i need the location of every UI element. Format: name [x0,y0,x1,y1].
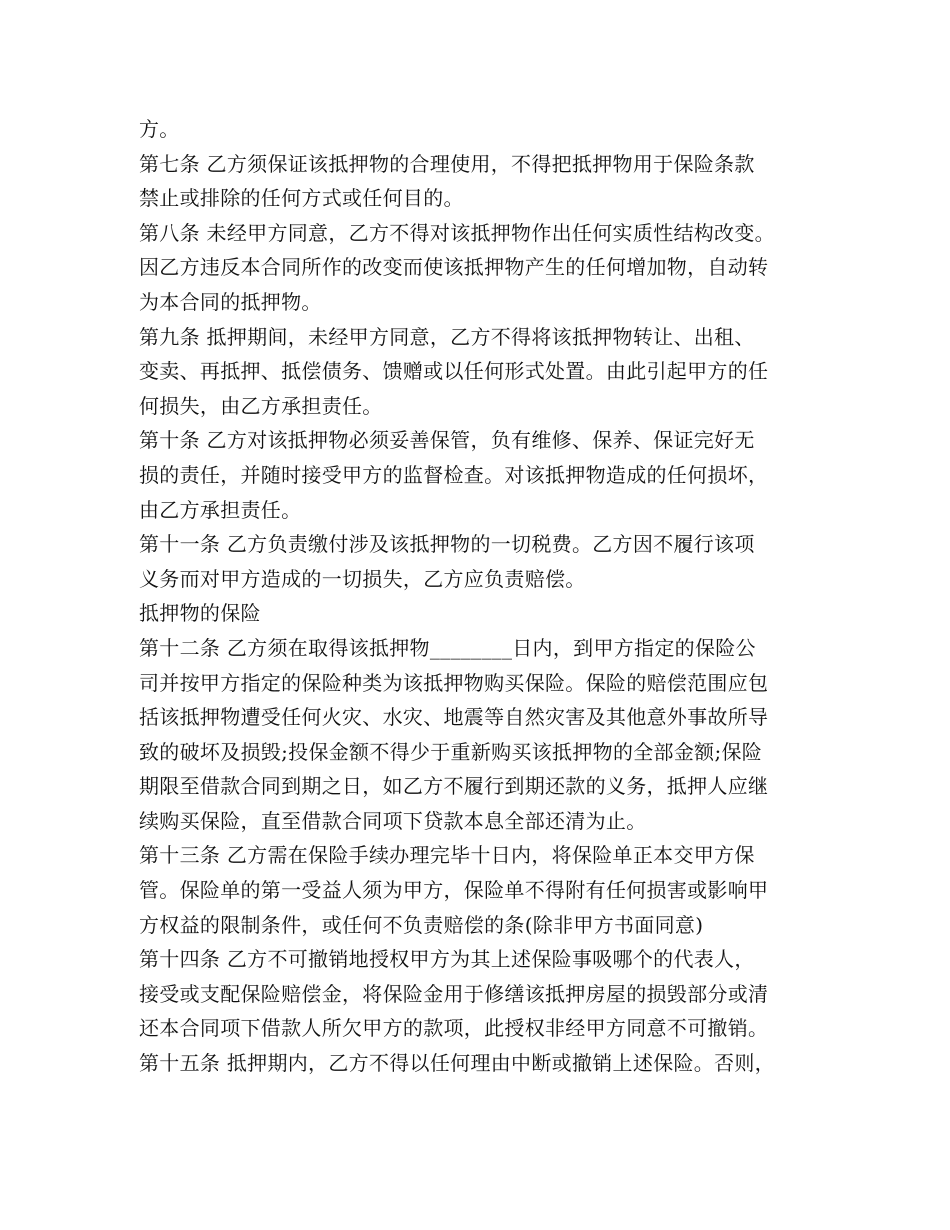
text-line: 义务而对甲方造成的一切损失，乙方应负责赔偿。 [139,566,586,591]
text-line: 何损失，由乙方承担责任。 [139,393,383,418]
text-line: 第十二条 乙方须在取得该抵押物________日内，到甲方指定的保险公 [139,635,756,660]
text-line: 第十四条 乙方不可撤销地授权甲方为其上述保险事吸哪个的代表人， [139,947,755,972]
text-line: 致的破坏及损毁;投保金额不得少于重新购买该抵押物的全部金额;保险 [139,739,763,764]
text-line: 续购买保险，直至借款合同项下贷款本息全部还清为止。 [139,808,647,833]
text-line: 第十五条 抵押期内，乙方不得以任何理由中断或撤销上述保险。否则， [139,1051,775,1076]
text-line: 司并按甲方指定的保险种类为该抵押物购买保险。保险的赔偿范围应包 [139,670,769,695]
text-line: 方权益的限制条件，或任何不负责赔偿的条(除非甲方书面同意) [139,912,704,937]
text-line: 还本合同项下借款人所欠甲方的款项，此授权非经甲方同意不可撤销。 [139,1016,769,1041]
text-line: 第九条 抵押期间，未经甲方同意，乙方不得将该抵押物转让、出租、 [139,324,755,349]
text-line: 第七条 乙方须保证该抵押物的合理使用，不得把抵押物用于保险条款 [139,151,755,176]
text-line: 变卖、再抵押、抵偿债务、馈赠或以任何形式处置。由此引起甲方的任 [139,359,769,384]
text-line: 因乙方违反本合同所作的改变而使该抵押物产生的任何增加物，自动转 [139,255,769,280]
text-line: 禁止或排除的任何方式或任何目的。 [139,186,464,211]
text-line: 为本合同的抵押物。 [139,289,322,314]
text-line: 第十条 乙方对该抵押物必须妥善保管，负有维修、保养、保证完好无 [139,428,755,453]
text-line: 接受或支配保险赔偿金，将保险金用于修缮该抵押房屋的损毁部分或清 [139,981,769,1006]
text-line: 第八条 未经甲方同意，乙方不得对该抵押物作出任何实质性结构改变。 [139,220,775,245]
text-line: 括该抵押物遭受任何火灾、水灾、地震等自然灾害及其他意外事故所导 [139,705,769,730]
text-line: 第十三条 乙方需在保险手续办理完毕十日内，将保险单正本交甲方保 [139,843,755,868]
text-line: 由乙方承担责任。 [139,497,302,522]
text-line: 第十一条 乙方负责缴付涉及该抵押物的一切税费。乙方因不履行该项 [139,532,755,557]
text-line: 损的责任，并随时接受甲方的监督检查。对该抵押物造成的任何损坏， [139,462,769,487]
text-line: 管。保险单的第一受益人须为甲方，保险单不得附有任何损害或影响甲 [139,878,769,903]
contract-text-block [139,112,839,1081]
section-heading: 抵押物的保险 [139,601,261,626]
text-line: 期限至借款合同到期之日，如乙方不履行到期还款的义务，抵押人应继 [139,774,769,799]
text-line: 方。 [139,117,180,141]
